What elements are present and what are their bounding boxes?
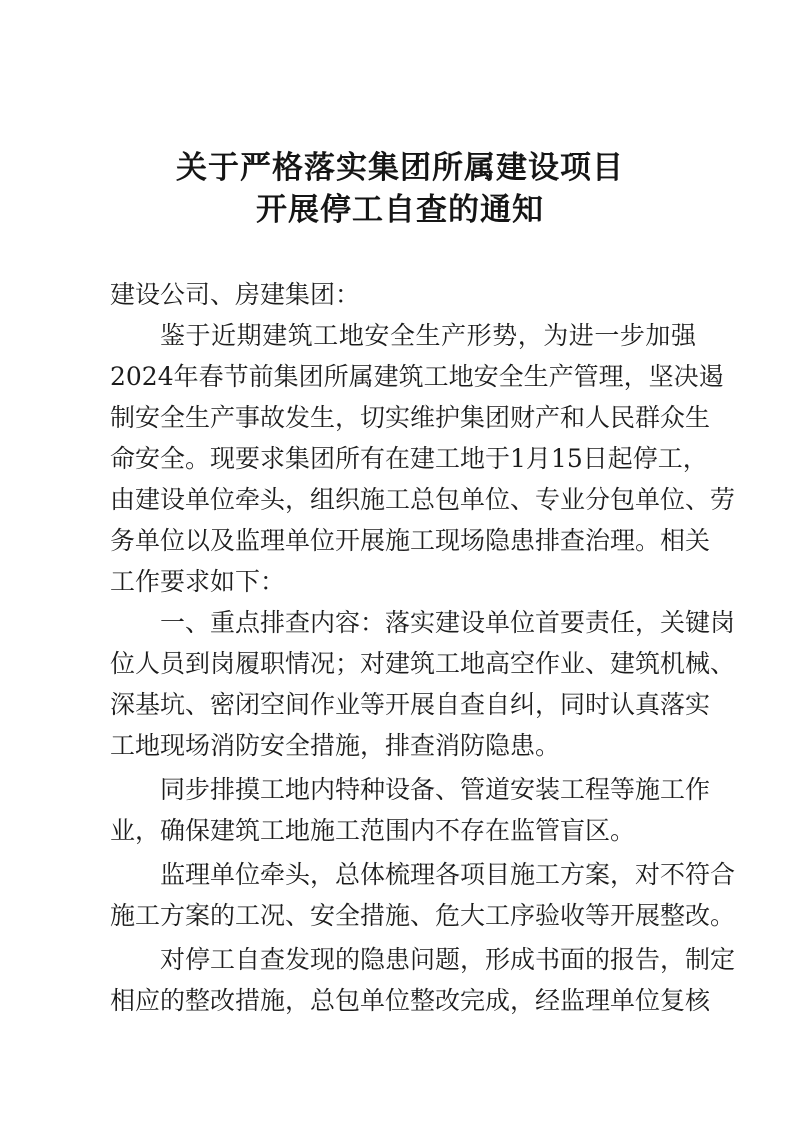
- body-line: 务单位以及监理单位开展施工现场隐患排查治理。相关: [110, 526, 711, 555]
- body-line: 位人员到岗履职情况；对建筑工地高空作业、建筑机械、: [110, 649, 736, 678]
- body-line: 2024年春节前集团所属建筑工地安全生产管理，坚决遏: [110, 362, 724, 391]
- body-line: 同步排摸工地内特种设备、管道安装工程等施工作: [160, 775, 711, 804]
- document-title-line-2: 开展停工自查的通知: [256, 192, 544, 228]
- document-title-line-1: 关于严格落实集团所属建设项目: [176, 150, 624, 186]
- addressee: 建设公司、房建集团：: [110, 280, 361, 309]
- body-line: 制安全生产事故发生，切实维护集团财产和人民群众生: [110, 403, 711, 432]
- body-line: 由建设单位牵头，组织施工总包单位、专业分包单位、劳: [110, 485, 736, 514]
- body-line: 相应的整改措施，总包单位整改完成，经监理单位复核: [110, 986, 711, 1015]
- body-line: 业，确保建筑工地施工范围内不存在监管盲区。: [110, 816, 636, 845]
- body-line: 鉴于近期建筑工地安全生产形势，为进一步加强: [160, 321, 696, 350]
- body-line: 施工方案的工况、安全措施、危大工序验收等开展整改。: [110, 901, 736, 930]
- body-line: 命安全。现要求集团所有在建工地于1月15日起停工，: [110, 444, 708, 473]
- body-line: 工地现场消防安全措施，排查消防隐患。: [110, 731, 561, 760]
- body-line: 深基坑、密闭空间作业等开展自查自纠，同时认真落实: [110, 690, 711, 719]
- body-line: 工作要求如下：: [110, 567, 286, 596]
- body-line: 监理单位牵头，总体梳理各项目施工方案，对不符合: [160, 860, 736, 889]
- body-line: 一、重点排查内容：落实建设单位首要责任，关键岗: [160, 608, 736, 637]
- body-line: 对停工自查发现的隐患问题，形成书面的报告，制定: [160, 945, 736, 974]
